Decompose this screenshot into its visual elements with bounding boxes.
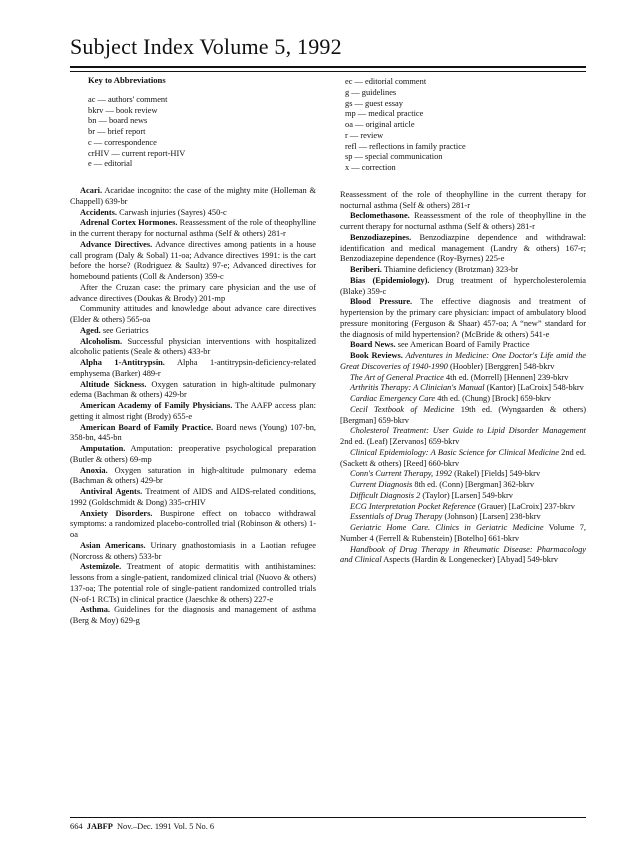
index-heading: Asian Americans. <box>80 540 146 550</box>
index-entries-left <box>70 186 316 627</box>
index-entry <box>70 358 316 380</box>
footer <box>70 822 214 832</box>
index-entry <box>340 373 586 384</box>
index-text: Buspirone effect on tobacco withdrawal symptoms: a randomized placebo-controlled trial (Robinson & others) 1-oa <box>70 508 316 539</box>
index-text: Thiamine deficiency (Brotzman) 323-br <box>381 265 518 274</box>
index-text: Reassessment of the role of theophylline in the current therapy for nocturnal asthma (Self & others) 281-r <box>340 189 586 210</box>
index-text: Volume 7, Number 4 (Ferrell & Rubenstein) [Botelho] 661-bkrv <box>340 523 586 543</box>
index-entry <box>70 444 316 466</box>
index-text: 2nd ed. (Sackett & others) [Reed] 660-bkrv <box>340 447 586 468</box>
index-text: 2nd ed. (Leaf) [Zervanos] 659-bkrv <box>340 437 460 446</box>
index-heading: Anxiety Disorders. <box>80 508 153 518</box>
abbreviation-item: oa — original article <box>345 120 415 129</box>
index-text: Drug treatment of hypercholesterolemia (Blake) 359-c <box>340 275 587 296</box>
index-text: Benzodiazpine dependence and withdrawal: identification and medical management (Landry & others) 167-r; Benzodiazepine dependence (Roy-Byrnes) 225-e <box>340 232 586 264</box>
index-text: Reassessment of the role of theophylline in the current therapy for nocturnal asthma (Self & others) 281-r <box>70 218 317 238</box>
index-text: Board news (Young) 107-bn, 358-bn, 445-bn <box>70 422 316 443</box>
index-heading: Alcoholism. <box>80 336 123 346</box>
index-heading: Board News. <box>350 340 396 350</box>
index-entry <box>340 448 586 470</box>
abbreviation-item: c — correspondence <box>88 137 157 147</box>
index-text: Carwash injuries (Sayres) 450-c <box>116 207 227 217</box>
index-heading: Adrenal Cortex Hormones. <box>80 218 178 228</box>
index-entry <box>340 190 586 212</box>
footer-rule <box>70 817 586 818</box>
index-entry <box>70 326 316 337</box>
book-title: Cecil Textbook of Medicine <box>350 404 455 414</box>
index-entry <box>340 502 586 513</box>
index-heading: Astemizole. <box>80 562 122 572</box>
right-column <box>340 75 586 566</box>
index-text: Oxygen saturation in high-altitude pulmonary edema (Bachman & others) 429-br <box>70 465 316 486</box>
index-text: (Taylor) [Larsen] 549-bkrv <box>420 490 513 500</box>
index-entry <box>340 405 586 427</box>
book-title: Handbook of Drug Therapy in Rheumatic Disease: Pharmacology and Clinical <box>340 544 586 565</box>
index-text: see American Board of Family Practice <box>395 340 530 350</box>
book-title: Cholesterol Treatment: User Guide to Lipid Disorder Management <box>350 426 586 436</box>
index-entry <box>340 383 586 394</box>
abbreviation-item: x — correction <box>345 163 396 172</box>
index-entry <box>70 605 316 627</box>
abbreviation-item: sp — special communication <box>345 152 443 162</box>
index-entry <box>340 545 586 567</box>
abbreviation-item: e — editorial <box>88 159 133 169</box>
index-text: Aspects (Hardin & Longenecker) [Abyad] 549-bkrv <box>381 555 558 565</box>
index-heading: Blood Pressure. <box>350 297 413 307</box>
index-text: Reassessment of the role of theophylline in the current therapy for nocturnal asthma (Self & others) 281-r <box>340 211 586 231</box>
index-entry <box>340 276 586 298</box>
issue-info: Nov.–Dec. 1991 Vol. 5 No. 6 <box>117 822 215 831</box>
index-heading: Benzodiazepines. <box>350 232 412 242</box>
index-text: Urinary gnathostomiasis in a Laotian refugee (Norcross & others) 533-br <box>70 540 316 561</box>
index-text: The effective diagnosis and treatment of hypertension by the primary care physician: impact of ambulatory blood pressure monitoring (Ferguson & Shaar) 457-oa; A “new” standard for the diagnosis of mild hypertension? (McBride & others) 541-e <box>340 297 586 339</box>
title-rule <box>70 66 586 68</box>
index-heading: Bias (Epidemiology). <box>350 275 430 285</box>
index-text: Guidelines for the diagnosis and management of asthma (Berg & Moy) 629-g <box>70 605 316 625</box>
index-entries-right <box>340 190 586 566</box>
index-entry <box>70 240 316 283</box>
index-heading: Aged. <box>80 325 101 335</box>
abbreviation-item: bn — board news <box>88 116 148 126</box>
title-rule-thin <box>70 71 586 72</box>
index-text: Treatment of AIDS and AIDS-related conditions, 1992 (Goldschmidt & Dong) 335-crHIV <box>70 487 316 507</box>
book-title: Clinical Epidemiology: A Basic Science for Clinical Medicine <box>350 447 559 457</box>
index-text: 19th ed. (Wyngaarden & others) [Bergman] 659-bkrv <box>340 404 586 425</box>
abbreviation-item: refl — reflections in family practice <box>345 141 466 151</box>
index-entry <box>70 337 316 359</box>
abbreviation-item: crHIV — current report-HIV <box>88 148 186 158</box>
index-text: After the Cruzan case: the primary care physician and the use of advance directives (Doukas & Brody) 201-mp <box>70 282 316 303</box>
index-entry <box>70 487 316 509</box>
index-text: Acaridae incognito: the case of the mighty mite (Holleman & Chappell) 639-br <box>70 186 316 206</box>
index-entry <box>70 541 316 563</box>
book-title: Difficult Diagnosis 2 <box>350 490 421 500</box>
index-text: (Kantor) [LaCroix] 548-bkrv <box>484 383 584 393</box>
abbreviation-item: ac — authors' comment <box>88 94 168 104</box>
index-text: Advance directives among patients in a house call program (Daly & Sobal) 11-oa; Advance directives 1991: is the cart before the horse? (Rodriguez & Saultz) 97-e; Advanced directives for homebound patients (Coll & Anderson) 359-c <box>70 239 317 281</box>
index-entry <box>70 218 316 240</box>
index-entry <box>70 466 316 488</box>
index-entry <box>340 265 586 276</box>
index-text: (Hoobler) [Berggren] 548-bkrv <box>447 361 555 371</box>
index-entry <box>340 523 586 545</box>
abbreviation-item: g — guidelines <box>345 87 397 97</box>
book-title: ECG Interpretation Pocket Reference <box>350 501 476 511</box>
index-entry <box>340 480 586 491</box>
index-entry <box>340 340 586 351</box>
index-heading: Acari. <box>80 186 103 195</box>
book-title: Current Diagnosis <box>350 480 413 489</box>
journal-name: JABFP <box>86 822 113 831</box>
abbreviation-item: bkrv — book review <box>88 105 158 115</box>
index-heading: Beclomethasone. <box>350 211 410 221</box>
book-title: The Art of General Practice <box>350 372 444 382</box>
book-title: Cardiac Emergency Care <box>350 394 436 403</box>
index-entry <box>70 401 316 423</box>
index-entry <box>70 423 316 445</box>
index-entry <box>70 186 316 208</box>
index-entry <box>340 491 586 502</box>
index-text: The AAFP access plan: getting it almost right (Brody) 655-e <box>70 401 316 421</box>
book-title: Essentials of Drug Therapy <box>350 512 443 522</box>
index-entry <box>70 380 316 402</box>
index-heading: Altitude Sickness. <box>80 379 147 389</box>
abbreviation-list-left <box>88 95 316 170</box>
abbreviation-list-right <box>345 77 586 174</box>
index-text: (Rakel) [Fields] 549-bkrv <box>452 469 541 479</box>
index-text: Community attitudes and knowledge about advance care directives (Elder & others) 565-oa <box>70 304 316 324</box>
index-text: see Geriatrics <box>100 325 149 335</box>
index-text: Oxygen saturation in high-altitude pulmonary edema (Bachman & others) 429-br <box>70 379 316 400</box>
index-text: (Johnson) [Larsen] 238-bkrv <box>442 512 541 522</box>
index-heading: Anoxia. <box>80 465 108 475</box>
index-entry <box>70 562 316 605</box>
abbreviation-item: br — brief report <box>88 127 146 136</box>
index-heading: Asthma. <box>80 605 111 615</box>
index-heading: Alpha 1-Antitrypsin. <box>80 358 165 367</box>
index-entry <box>340 512 586 523</box>
index-heading: American Academy of Family Physicians. <box>80 401 233 410</box>
page-title: Subject Index Volume 5, 1992 <box>70 34 342 59</box>
index-text: 4th ed. (Morrell) [Hennen] 239-bkrv <box>443 372 569 382</box>
index-heading: Amputation. <box>80 444 126 453</box>
index-entry <box>340 351 586 373</box>
book-title: Adventures in Medicine: One Doctor's Life amid the Great Discoveries of 1940-1990 <box>340 351 586 371</box>
index-heading: Beriberi. <box>350 265 382 274</box>
index-entry <box>340 469 586 480</box>
index-entry <box>340 233 586 265</box>
index-entry <box>70 304 316 326</box>
index-heading: American Board of Family Practice. <box>80 422 214 432</box>
key-title: Key to Abbreviations <box>88 75 166 85</box>
book-title: Geriatric Home Care. Clinics in Geriatric Medicine <box>350 523 544 532</box>
index-text: 4th ed. (Chung) [Brock] 659-bkrv <box>435 394 551 403</box>
index-heading: Advance Directives. <box>80 239 153 249</box>
index-text: Successful physician interventions with hospitalized alcoholic patients (Seale & others) 433-br <box>70 336 316 357</box>
abbreviation-item: r — review <box>345 130 384 140</box>
index-text: Amputation: preoperative psychological preparation (Butler & others) 69-mp <box>70 444 316 464</box>
index-text: Alpha 1-antitrypsin-deficiency-related emphysema (Barker) 489-r <box>70 358 316 378</box>
index-entry <box>340 394 586 405</box>
abbreviation-item: mp — medical practice <box>345 109 424 119</box>
index-entry <box>340 426 586 448</box>
index-entry <box>70 509 316 541</box>
index-text: (Grauer) [LaCroix] 237-bkrv <box>475 501 575 511</box>
index-heading: Accidents. <box>80 207 117 217</box>
index-heading: Book Reviews. <box>350 351 403 360</box>
index-heading: Antiviral Agents. <box>80 487 143 496</box>
book-title: Conn's Current Therapy, 1992 <box>350 469 452 479</box>
abbreviation-item: ec — editorial comment <box>345 77 427 86</box>
left-column <box>70 75 316 627</box>
abbreviation-item: gs — guest essay <box>345 98 403 108</box>
page-number: 664 <box>70 822 83 831</box>
index-entry <box>340 297 586 340</box>
index-entry <box>70 283 316 305</box>
book-title: Arthritis Therapy: A Clinician's Manual <box>350 383 485 393</box>
index-entry <box>70 208 316 219</box>
index-text: 8th ed. (Conn) [Bergman] 362-bkrv <box>412 480 535 489</box>
index-entry <box>340 211 586 233</box>
index-text: Treatment of atopic dermatitis with antihistamines: lessons from a single-patient, randomized clinical trial (Nuovo & others) 137-oa; The potential role of single-patient randomized controlled trials (N-of-1 RCTs) in clinical practice (Jaeschke & others) 227-e <box>70 562 316 604</box>
